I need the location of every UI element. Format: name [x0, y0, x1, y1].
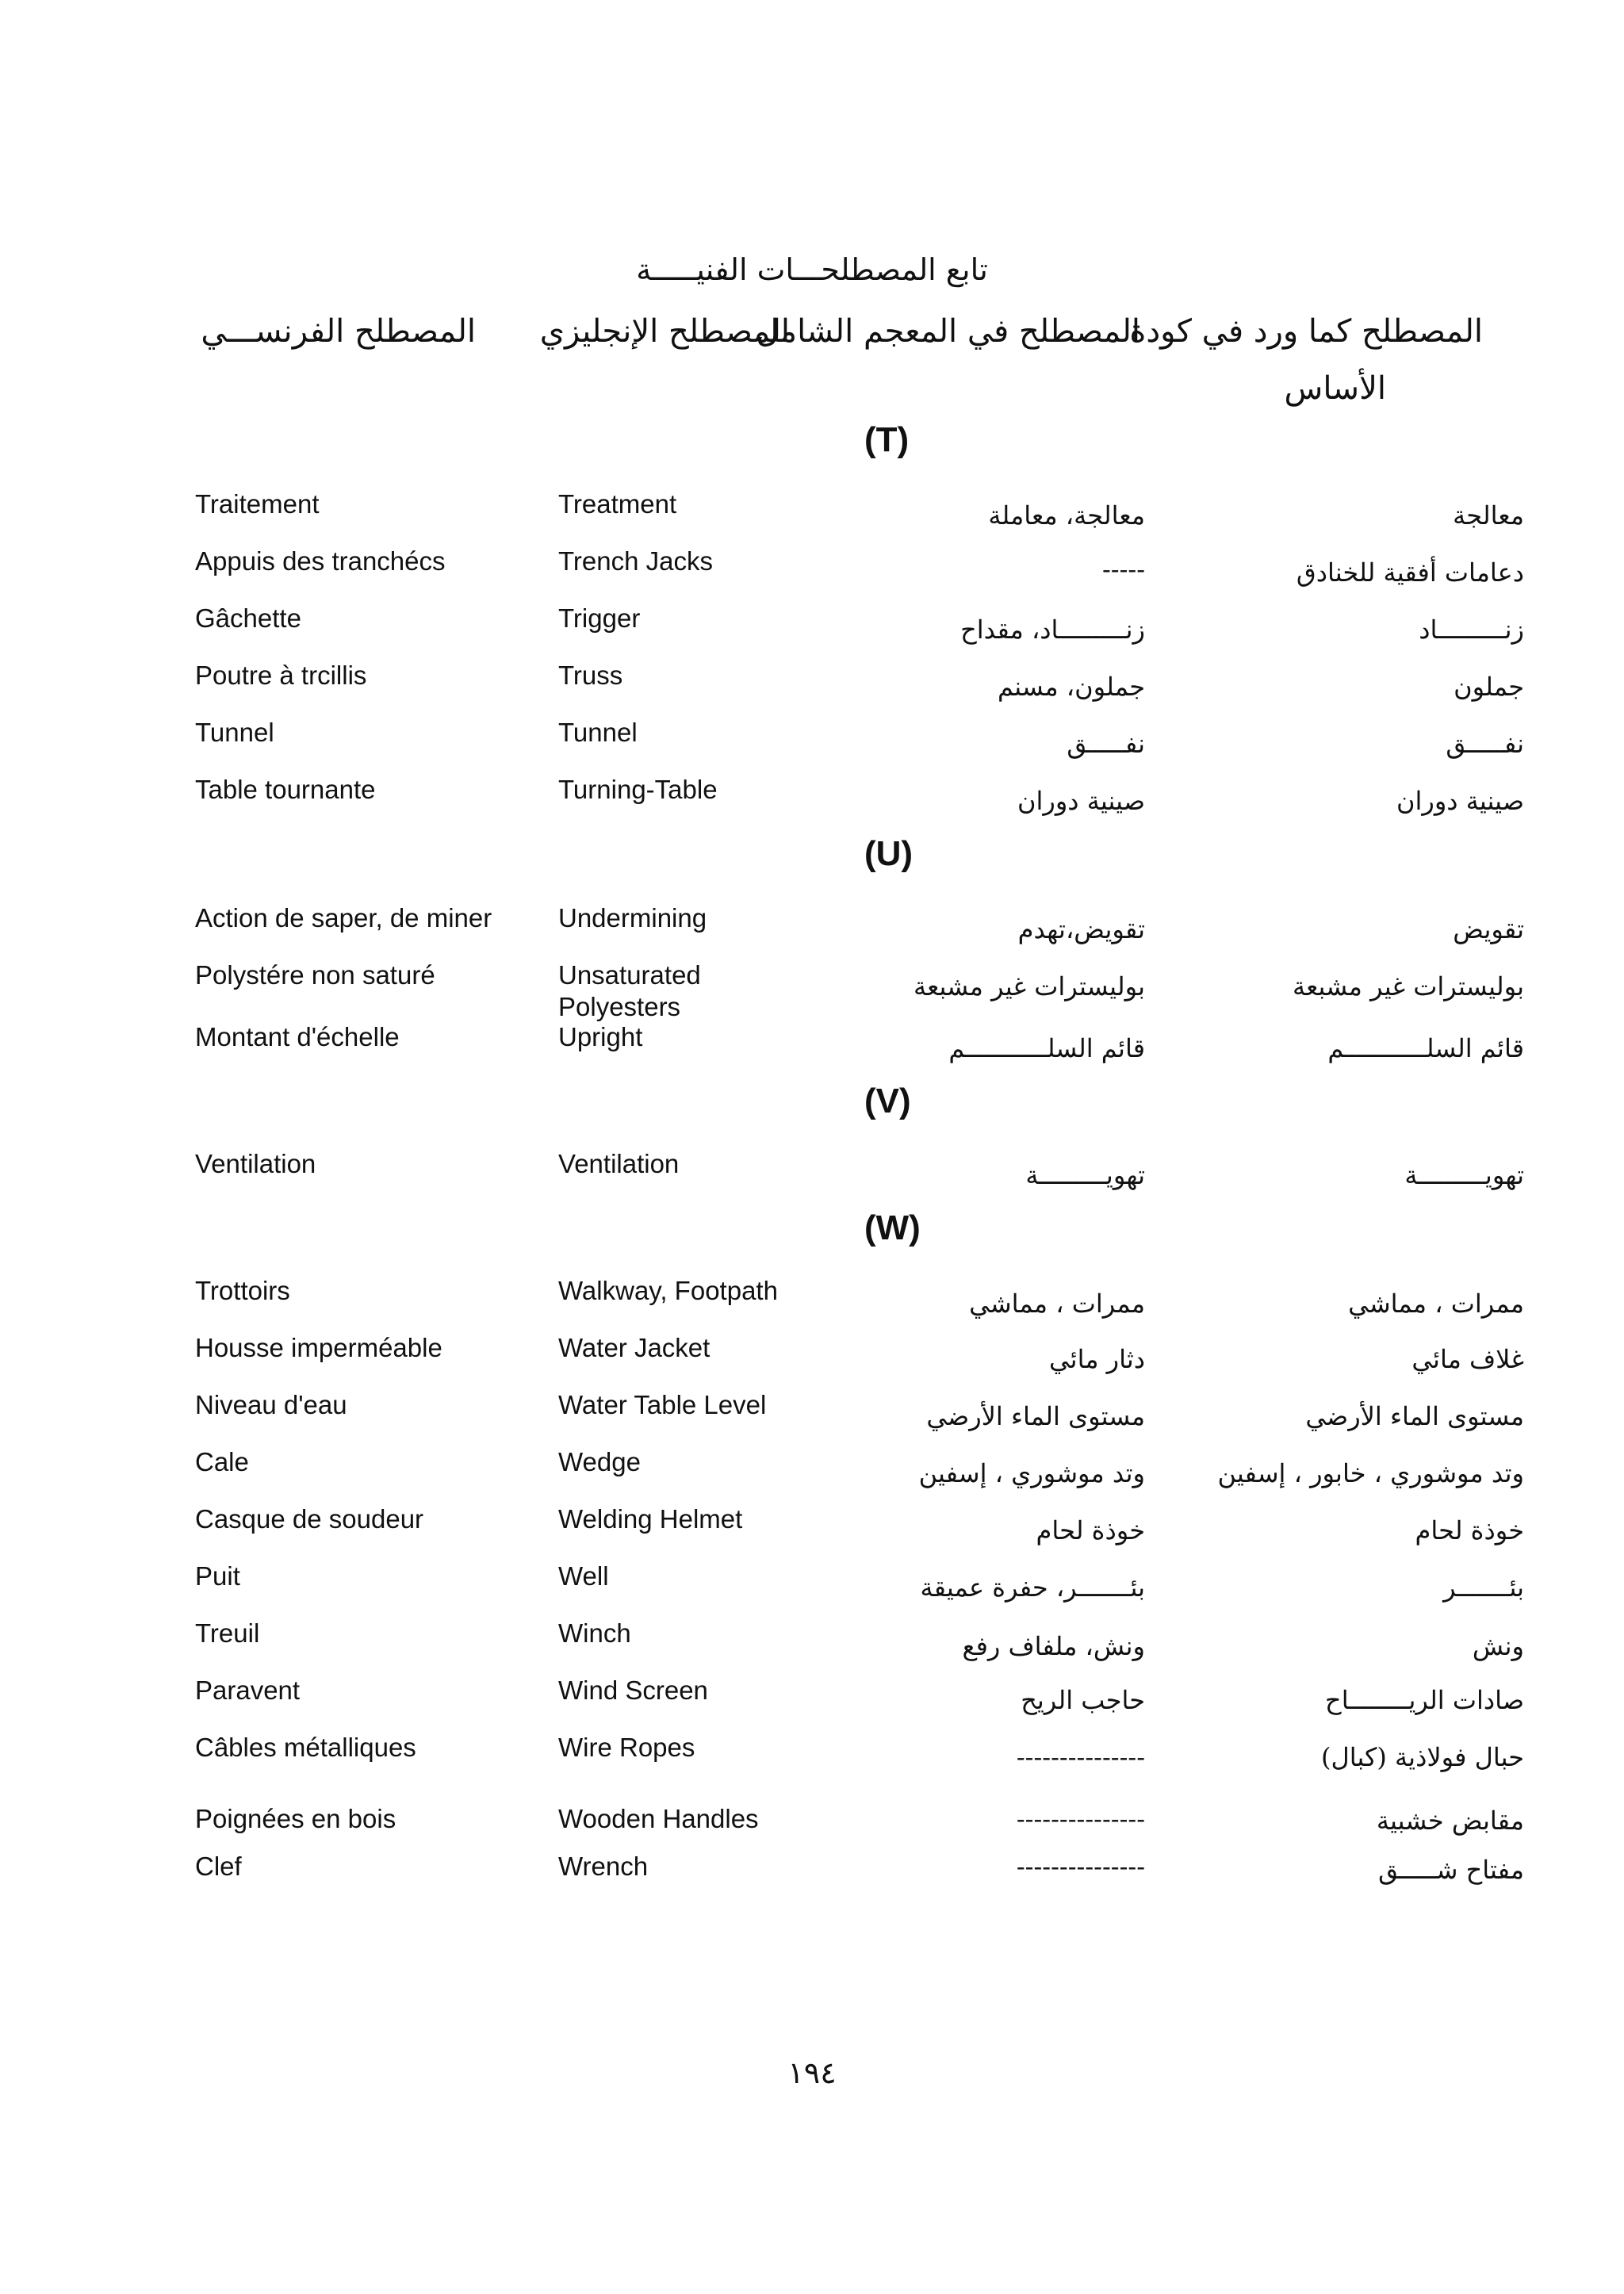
dictionary-term: معالجة، معاملة	[988, 500, 1145, 530]
dictionary-term: صينية دوران	[1017, 786, 1145, 816]
french-term: Casque de soudeur	[195, 1504, 424, 1534]
french-term: Montant d'échelle	[195, 1022, 400, 1051]
english-term: Water Table Level	[558, 1390, 767, 1419]
dictionary-term: ---------------	[1016, 1742, 1145, 1772]
french-term: Poignées en bois	[195, 1804, 396, 1833]
french-term: Traitement	[195, 489, 320, 519]
english-term: Unsaturated	[558, 960, 701, 990]
page-number: ١٩٤	[787, 2055, 837, 2090]
english-term: Upright	[558, 1022, 643, 1051]
code-term: وتد موشوري ، خابور ، إسفين	[1217, 1458, 1524, 1488]
dictionary-term: بوليسترات غير مشبعة	[913, 971, 1145, 1001]
english-term: Undermining	[558, 903, 707, 933]
dictionary-term: وتد موشوري ، إسفين	[918, 1458, 1145, 1488]
french-term: Clef	[195, 1852, 242, 1881]
french-term: Câbles métalliques	[195, 1733, 416, 1762]
french-term: Action de saper, de miner	[195, 903, 492, 933]
french-term: Gâchette	[195, 603, 301, 633]
english-term: Wind Screen	[558, 1676, 708, 1705]
french-term: Table tournante	[195, 775, 376, 804]
header-french-term: المصطلح الفرنســـي	[201, 313, 476, 350]
code-term: حبال فولاذية (كبال)	[1320, 1742, 1524, 1772]
english-term: Winch	[558, 1618, 631, 1648]
dictionary-term: زنـــــــــاد، مقداح	[960, 615, 1145, 645]
header-code-term: المصطلح كما ورد في كودة	[1129, 313, 1483, 350]
french-term: Cale	[195, 1447, 249, 1476]
dictionary-term: ---------------	[1016, 1852, 1145, 1882]
french-term: Paravent	[195, 1676, 301, 1705]
code-term: تهويـــــــــة	[1404, 1160, 1524, 1190]
english-term: Water Jacket	[558, 1333, 710, 1362]
header-dictionary-term: المصطلح في المعجم الشامل	[756, 313, 1140, 350]
english-term: Treatment	[558, 489, 677, 519]
dictionary-term: حاجب الريح	[1021, 1685, 1145, 1715]
dictionary-term: مستوى الماء الأرضي	[926, 1401, 1145, 1431]
french-term: Appuis des tranchécs	[195, 546, 446, 576]
code-term: جملون	[1454, 672, 1524, 702]
english-term: Wooden Handles	[558, 1804, 759, 1833]
french-term: Tunnel	[195, 718, 274, 747]
code-term: غلاف مائي	[1411, 1344, 1524, 1374]
french-term: Niveau d'eau	[195, 1390, 347, 1419]
english-term: Walkway, Footpath	[558, 1276, 778, 1305]
dictionary-term: تقويض،تهدم	[1017, 914, 1145, 944]
dictionary-term: دثار مائي	[1049, 1344, 1145, 1374]
french-term: Ventilation	[195, 1149, 316, 1178]
page-title: تابع المصطلحـــات الفنيـــــة	[636, 252, 988, 287]
french-term: Trottoirs	[195, 1276, 290, 1305]
section-letter-v: (V)	[864, 1082, 911, 1120]
code-term: بئـــــــر	[1443, 1572, 1524, 1603]
english-term: Ventilation	[558, 1149, 680, 1178]
english-term: Trigger	[558, 603, 641, 633]
dictionary-term: ممرات ، مماشي	[969, 1289, 1145, 1319]
code-term: صادات الريــــــــاح	[1325, 1685, 1524, 1715]
dictionary-term: ---------------	[1016, 1804, 1145, 1834]
english-term-continued: Polyesters	[558, 992, 681, 1021]
dictionary-term: -----	[1101, 554, 1145, 584]
code-term: مقابض خشبية	[1376, 1806, 1524, 1836]
section-letter-w: (W)	[864, 1208, 921, 1247]
code-term: نفـــــق	[1446, 729, 1524, 759]
english-term: Turning-Table	[558, 775, 718, 804]
code-term: قائم السلـــــــــــم	[1327, 1033, 1524, 1063]
french-term: Poutre à trcillis	[195, 661, 367, 690]
dictionary-term: نفـــــق	[1067, 729, 1145, 759]
english-term: Wrench	[558, 1852, 649, 1881]
dictionary-term: قائم السلـــــــــــم	[948, 1033, 1145, 1063]
french-term: Puit	[195, 1561, 240, 1591]
header-code-term-line2: الأساس	[1284, 370, 1386, 407]
section-letter-u: (U)	[864, 834, 914, 873]
dictionary-term: ونش، ملفاف رفع	[962, 1631, 1145, 1661]
dictionary-term: خوذة لحام	[1036, 1515, 1145, 1545]
code-term: بوليسترات غير مشبعة	[1292, 971, 1524, 1001]
english-term: Tunnel	[558, 718, 638, 747]
english-term: Trench Jacks	[558, 546, 714, 576]
code-term: خوذة لحام	[1415, 1515, 1524, 1545]
dictionary-term: تهويـــــــــة	[1025, 1160, 1145, 1190]
english-term: Wire Ropes	[558, 1733, 695, 1762]
section-letter-t: (T)	[864, 420, 910, 459]
header-english-term: المصطلح الإنجليزي	[539, 313, 790, 350]
code-term: دعامات أفقية للخنادق	[1296, 557, 1524, 588]
code-term: ونش	[1472, 1631, 1524, 1661]
code-term: معالجة	[1453, 500, 1524, 530]
french-term: Housse imperméable	[195, 1333, 442, 1362]
french-term: Treuil	[195, 1618, 260, 1648]
english-term: Wedge	[558, 1447, 641, 1476]
english-term: Well	[558, 1561, 609, 1591]
dictionary-term: بئـــــــر، حفرة عميقة	[920, 1572, 1145, 1603]
dictionary-term: جملون، مسنم	[997, 672, 1145, 702]
code-term: مفتاح شـــــق	[1378, 1855, 1524, 1885]
english-term: Welding Helmet	[558, 1504, 743, 1534]
code-term: تقويض	[1453, 914, 1524, 944]
english-term: Truss	[558, 661, 623, 690]
code-term: مستوى الماء الأرضي	[1305, 1401, 1524, 1431]
french-term: Polystére non saturé	[195, 960, 435, 990]
code-term: صينية دوران	[1396, 786, 1524, 816]
code-term: زنـــــــــاد	[1419, 615, 1524, 645]
code-term: ممرات ، مماشي	[1348, 1289, 1524, 1319]
